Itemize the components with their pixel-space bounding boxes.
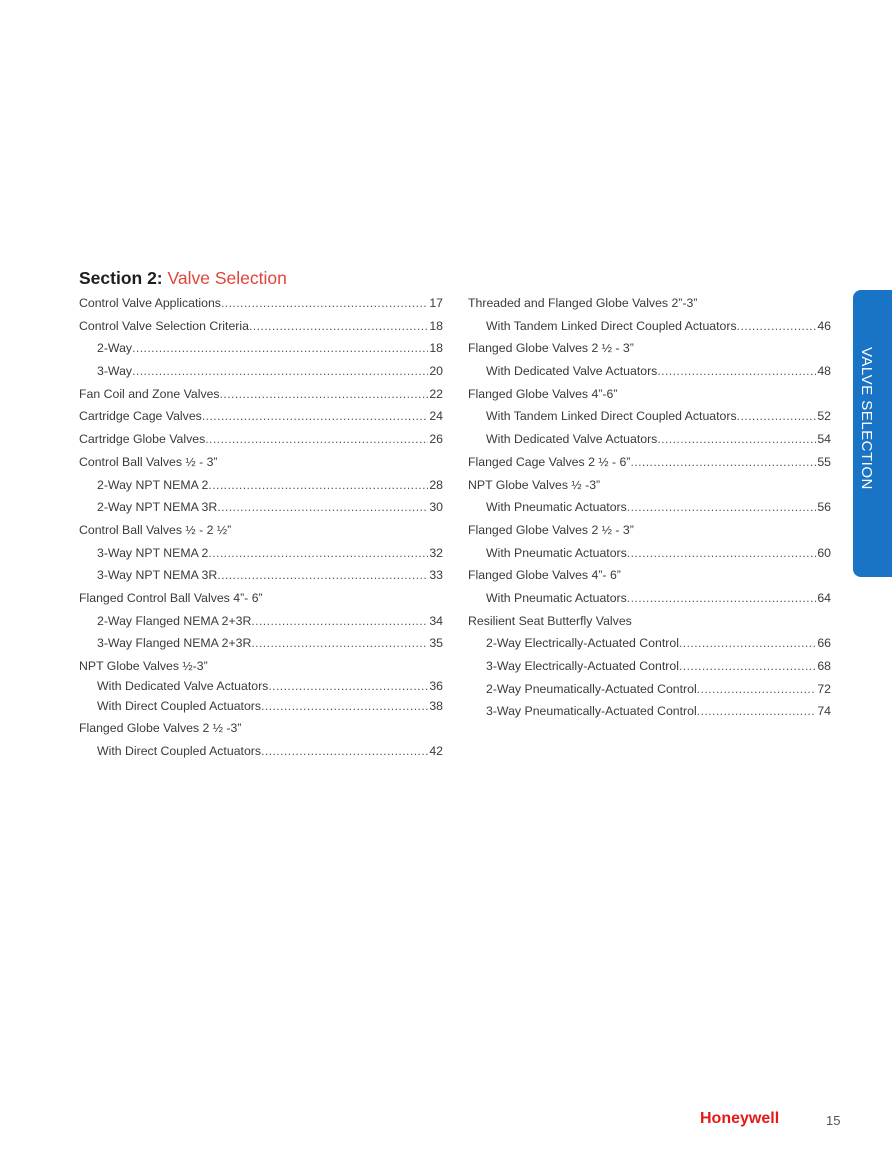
dot-leader: [220, 383, 429, 406]
toc-entry-title: With Dedicated Valve Actuators: [486, 432, 658, 447]
toc-entry-title: NPT Globe Valves ½-3”: [79, 659, 208, 673]
toc-entry-title: With Pneumatic Actuators: [486, 590, 627, 605]
toc-entry-title: 3-Way: [97, 364, 133, 379]
toc-page-number: 32: [429, 545, 443, 560]
toc-entry[interactable]: [79, 740, 443, 763]
toc-entry-title: Flanged Cage Valves 2 ½ - 6”: [468, 454, 631, 469]
section-side-tab[interactable]: [853, 290, 892, 577]
side-tab-label: VALVE SELECTION: [858, 347, 875, 490]
toc-entry[interactable]: [79, 315, 443, 338]
dot-leader: [627, 542, 817, 565]
toc-entry-title: 2-Way NPT NEMA 2: [97, 477, 209, 492]
toc-entry-title: Control Ball Valves ½ - 2 ½”: [79, 522, 232, 537]
toc-entry-title: Flanged Globe Valves 2 ½ -3”: [79, 721, 242, 736]
toc-page-number: 17: [429, 296, 443, 310]
toc-entry-title: Flanged Globe Valves 2 ½ - 3”: [468, 522, 634, 537]
toc-page-number: 18: [429, 341, 443, 356]
toc-entry-title: With Tandem Linked Direct Coupled Actuators: [486, 409, 737, 424]
toc-entry-title: Control Ball Valves ½ - 3”: [79, 454, 218, 469]
section-number: Section 2:: [79, 268, 163, 288]
page-number: 15: [826, 1113, 841, 1128]
toc-heading: [79, 451, 443, 474]
toc-page-number: 34: [429, 613, 443, 628]
dot-leader: [630, 451, 816, 474]
dot-leader: [679, 655, 816, 678]
toc-page-number: 18: [429, 318, 443, 333]
toc-entry[interactable]: [468, 587, 831, 610]
toc-entry-title: 3-Way Electrically-Actuated Control: [486, 659, 679, 673]
toc-entry-title: 3-Way Pneumatically-Actuated Control: [486, 704, 697, 719]
dot-leader: [737, 405, 817, 428]
dot-leader: [132, 360, 428, 383]
toc-entry[interactable]: [79, 695, 443, 718]
toc-entry-title: With Direct Coupled Actuators: [97, 744, 262, 759]
toc-entry[interactable]: [79, 564, 443, 587]
toc-entry[interactable]: [468, 496, 831, 519]
toc-entry[interactable]: [468, 632, 831, 655]
toc-entry[interactable]: [79, 610, 443, 633]
toc-entry-title: Control Valve Applications: [79, 296, 221, 310]
toc-entry-title: Flanged Globe Valves 2 ½ - 3”: [468, 341, 634, 356]
toc-entry[interactable]: [468, 315, 831, 338]
toc-right-column: [468, 292, 831, 723]
dot-leader: [657, 360, 816, 383]
toc-page-number: 72: [817, 681, 831, 696]
toc-page-number: 60: [817, 545, 831, 560]
toc-heading: [468, 383, 831, 406]
toc-page-number: 42: [429, 744, 443, 759]
toc-heading: [468, 292, 831, 315]
toc-entry[interactable]: [79, 337, 443, 360]
toc-entry[interactable]: [79, 632, 443, 655]
toc-page-number: 54: [817, 432, 831, 447]
toc-page-number: 36: [429, 678, 443, 693]
toc-entry-title: 3-Way Flanged NEMA 2+3R: [97, 636, 252, 651]
section-name: Valve Selection: [167, 268, 287, 288]
dot-leader: [679, 632, 816, 655]
toc-entry-title: With Pneumatic Actuators: [486, 545, 627, 560]
toc-entry[interactable]: [79, 474, 443, 497]
toc-entry-title: Cartridge Globe Valves: [79, 432, 206, 447]
toc-entry-title: Flanged Control Ball Valves 4”- 6”: [79, 590, 263, 605]
toc-page-number: 28: [429, 477, 443, 492]
toc-entry-title: Cartridge Cage Valves: [79, 409, 202, 424]
toc-page-number: 30: [429, 500, 443, 515]
toc-heading: [79, 519, 443, 542]
toc-entry-title: Threaded and Flanged Globe Valves 2”-3”: [468, 296, 698, 310]
section-heading: [79, 266, 287, 290]
toc-entry-title: 3-Way NPT NEMA 2: [97, 545, 209, 560]
dot-leader: [697, 678, 817, 701]
toc-entry-title: 3-Way NPT NEMA 3R: [97, 568, 218, 583]
toc-page-number: 55: [817, 454, 831, 469]
dot-leader: [251, 610, 428, 633]
dot-leader: [737, 315, 817, 338]
dot-leader: [261, 695, 428, 718]
toc-heading: [468, 474, 831, 497]
dot-leader: [261, 740, 428, 763]
honeywell-logo: Honeywell: [700, 1110, 780, 1127]
toc-page-number: 38: [429, 698, 443, 713]
dot-leader: [249, 315, 428, 338]
dot-leader: [627, 496, 817, 519]
toc-page-number: 56: [817, 500, 831, 515]
toc-page-number: 26: [429, 432, 443, 447]
toc-entry[interactable]: [79, 428, 443, 451]
dot-leader: [208, 474, 428, 497]
toc-entry-title: With Dedicated Valve Actuators: [97, 678, 269, 693]
toc-entry[interactable]: [79, 496, 443, 519]
toc-entry[interactable]: [79, 292, 443, 315]
toc-heading: [468, 610, 831, 633]
toc-entry-title: 2-Way Electrically-Actuated Control: [486, 636, 679, 651]
dot-leader: [217, 496, 428, 519]
dot-leader: [627, 587, 817, 610]
dot-leader: [217, 564, 428, 587]
toc-page-number: 24: [429, 409, 443, 424]
dot-leader: [221, 292, 428, 315]
toc-page-number: 35: [429, 636, 443, 651]
toc-entry[interactable]: [468, 678, 831, 701]
toc-heading: [468, 564, 831, 587]
toc-page-number: 66: [817, 636, 831, 651]
toc-entry[interactable]: [79, 542, 443, 565]
toc-entry-title: Resilient Seat Butterfly Valves: [468, 613, 632, 628]
toc-heading: [79, 717, 443, 740]
toc-page-number: 20: [429, 364, 443, 379]
toc-entry-title: Control Valve Selection Criteria: [79, 318, 249, 333]
toc-entry[interactable]: [79, 405, 443, 428]
toc-page-number: 64: [817, 590, 831, 605]
toc-entry-title: Flanged Globe Valves 4”-6”: [468, 386, 618, 401]
toc-heading: [79, 587, 443, 610]
toc-entry[interactable]: [468, 700, 831, 723]
toc-page-number: 33: [429, 568, 443, 583]
toc-page-number: 52: [817, 409, 831, 424]
dot-leader: [202, 405, 429, 428]
toc-entry-title: 2-Way NPT NEMA 3R: [97, 500, 218, 515]
toc-entry-title: NPT Globe Valves ½ -3”: [468, 477, 601, 492]
toc-page-number: 22: [429, 386, 443, 401]
toc-page-number: 46: [817, 318, 831, 333]
dot-leader: [205, 428, 428, 451]
toc-entry[interactable]: [468, 405, 831, 428]
toc-entry[interactable]: [79, 383, 443, 406]
toc-entry-title: With Tandem Linked Direct Coupled Actuators: [486, 318, 737, 333]
toc-heading: [468, 337, 831, 360]
toc-entry-title: With Pneumatic Actuators: [486, 500, 627, 515]
dot-leader: [208, 542, 428, 565]
toc-heading: [79, 655, 443, 678]
toc-entry-title: With Direct Coupled Actuators: [97, 698, 262, 713]
toc-page-number: 74: [817, 704, 831, 719]
dot-leader: [132, 337, 428, 360]
toc-entry[interactable]: [468, 655, 831, 678]
toc-left-column: [79, 292, 443, 763]
toc-entry[interactable]: [79, 678, 443, 695]
toc-entry[interactable]: [468, 451, 831, 474]
toc-entry[interactable]: [79, 360, 443, 383]
toc-entry-title: Flanged Globe Valves 4”- 6”: [468, 568, 621, 583]
dot-leader: [268, 678, 428, 695]
dot-leader: [251, 632, 428, 655]
toc-heading: [468, 519, 831, 542]
toc-page-number: 68: [817, 659, 831, 673]
dot-leader: [697, 700, 817, 723]
toc-entry[interactable]: [468, 542, 831, 565]
toc-entry-title: Fan Coil and Zone Valves: [79, 386, 220, 401]
toc-entry[interactable]: [468, 360, 831, 383]
toc-entry-title: 2-Way Pneumatically-Actuated Control: [486, 681, 697, 696]
toc-entry-title: 2-Way: [97, 341, 133, 356]
toc-entry[interactable]: [468, 428, 831, 451]
toc-entry-title: 2-Way Flanged NEMA 2+3R: [97, 613, 252, 628]
dot-leader: [657, 428, 816, 451]
toc-entry-title: With Dedicated Valve Actuators: [486, 364, 658, 379]
toc-page-number: 48: [817, 364, 831, 379]
